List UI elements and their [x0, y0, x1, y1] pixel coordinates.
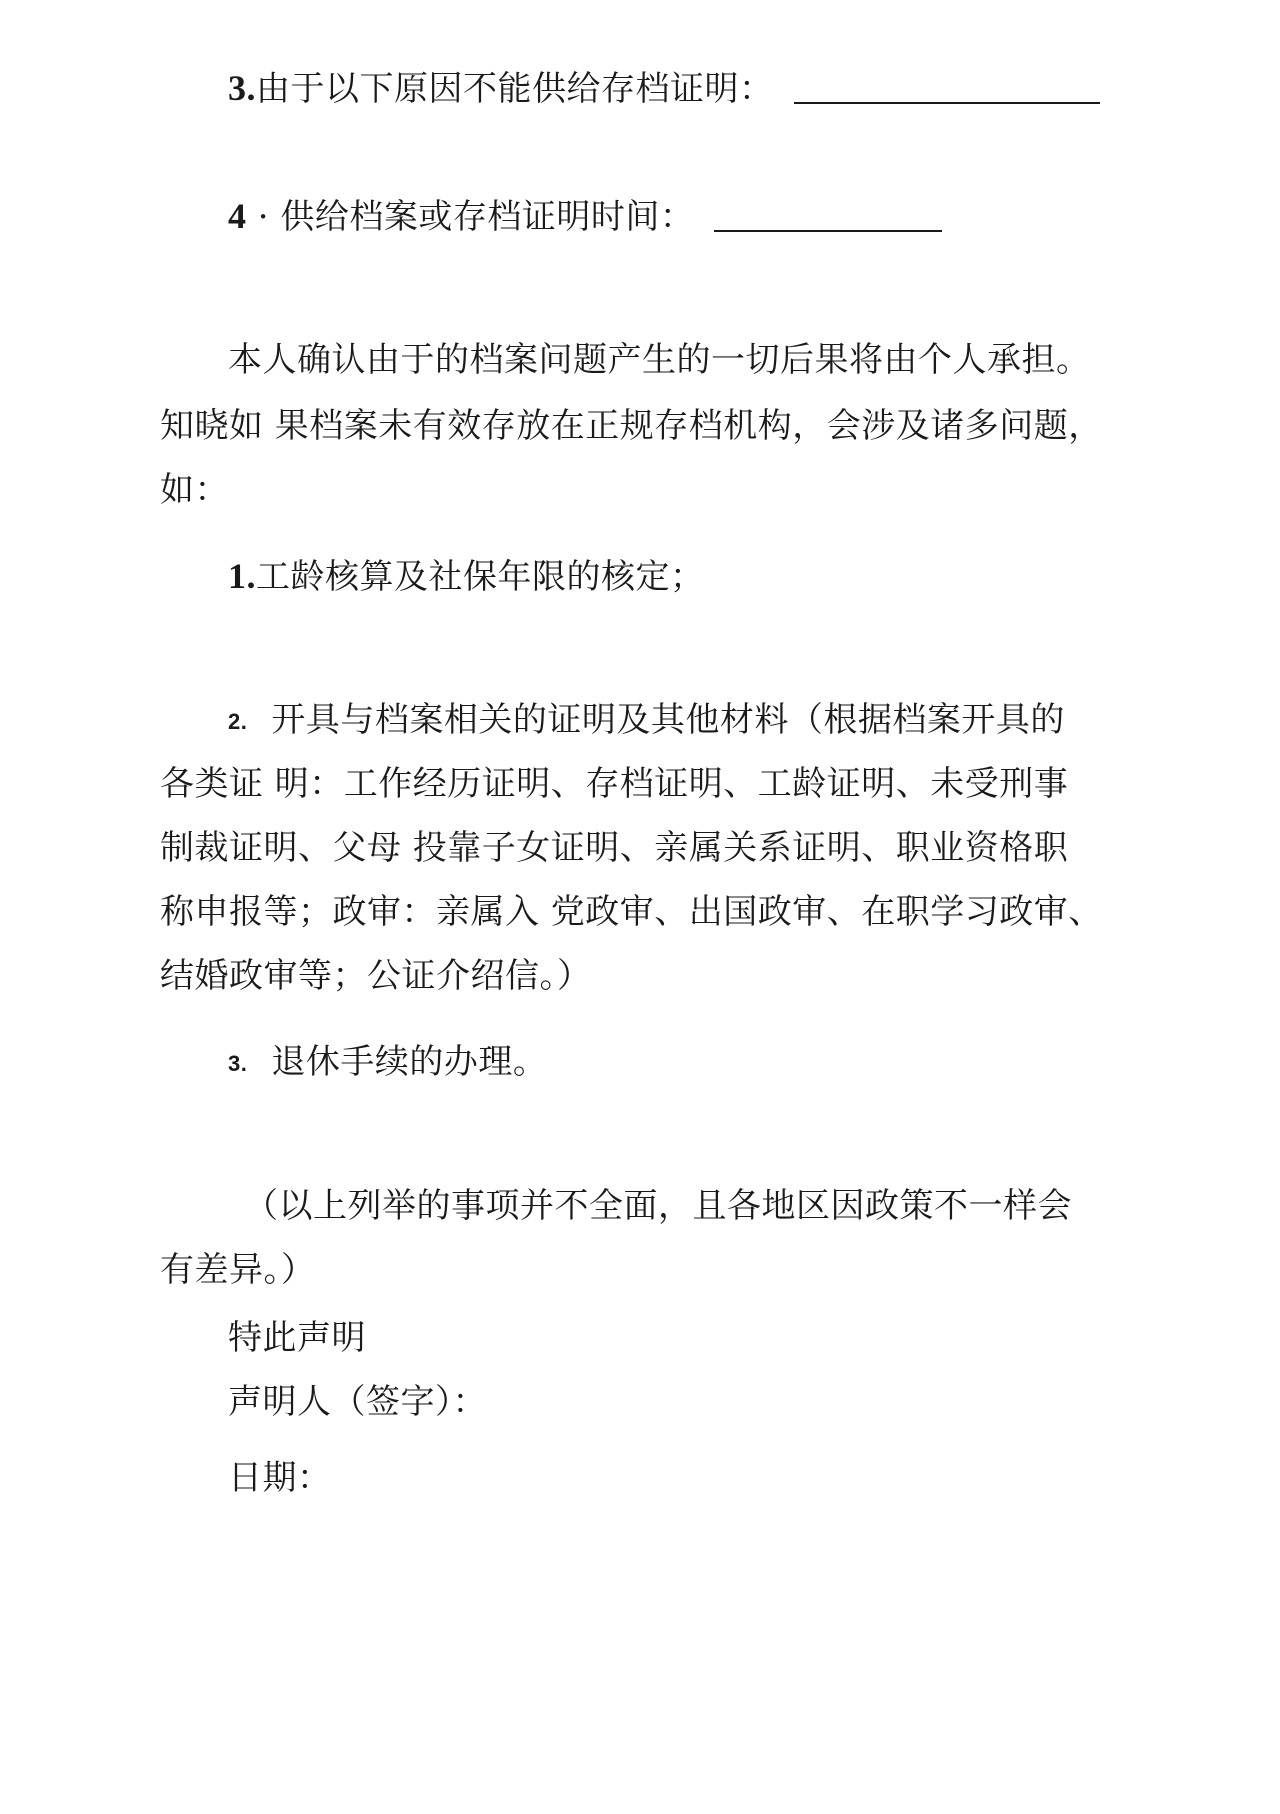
item-3-fill-line [228, 68, 1100, 109]
issue-2-line-2: 各类证 明：工作经历证明、存档证明、工龄证明、未受刑事 [160, 764, 1069, 804]
date-label: 日期： [228, 1458, 332, 1498]
item-3-label: 由于以下原因不能供给存档证明： [256, 69, 774, 109]
signer-label: 声明人（签字）： [228, 1382, 487, 1422]
issue-2-line-1 [228, 700, 1065, 742]
confirm-line-1: 本人确认由于的档案问题产生的一切后果将由个人承担。 [228, 340, 1091, 380]
issue-2-line-4: 称申报等；政审：亲属入 党政审、出国政审、在职学习政审、 [160, 892, 1103, 932]
issue-3-text: 退休手续的办理。 [271, 1042, 548, 1082]
issue-3 [228, 1042, 547, 1084]
note-line-1: （以上列举的事项并不全面，且各地区因政策不一样会 [244, 1186, 1072, 1226]
issue-1-text: 工龄核算及社保年限的核定； [256, 557, 705, 597]
issue-3-number: 3. [228, 1051, 248, 1076]
item-4-number: 4 [228, 196, 247, 236]
item-3-blank-field[interactable] [794, 68, 1100, 104]
issue-1-number: 1. [228, 556, 256, 596]
issue-2-text-1: 开具与档案相关的证明及其他材料（根据档案开具的 [271, 700, 1065, 740]
issue-2-line-3: 制裁证明、父母 投靠子女证明、亲属关系证明、职业资格职 [160, 828, 1069, 868]
confirm-line-2: 知晓如 果档案未有效存放在正规存档机构，会涉及诸多问题， [160, 406, 1103, 446]
confirm-line-3: 如： [160, 470, 229, 510]
item-4-fill-line [228, 196, 942, 237]
issue-2-line-5: 结婚政审等；公证介绍信。） [160, 956, 592, 996]
item-4-label: · 供给档案或存档证明时间： [246, 197, 695, 237]
item-3-number: 3. [228, 68, 256, 108]
item-4-blank-field[interactable] [714, 196, 942, 232]
issue-1 [228, 556, 705, 597]
closing-declaration: 特此声明 [228, 1318, 366, 1358]
note-line-2: 有差异。） [160, 1250, 316, 1290]
issue-2-number: 2. [228, 709, 248, 734]
